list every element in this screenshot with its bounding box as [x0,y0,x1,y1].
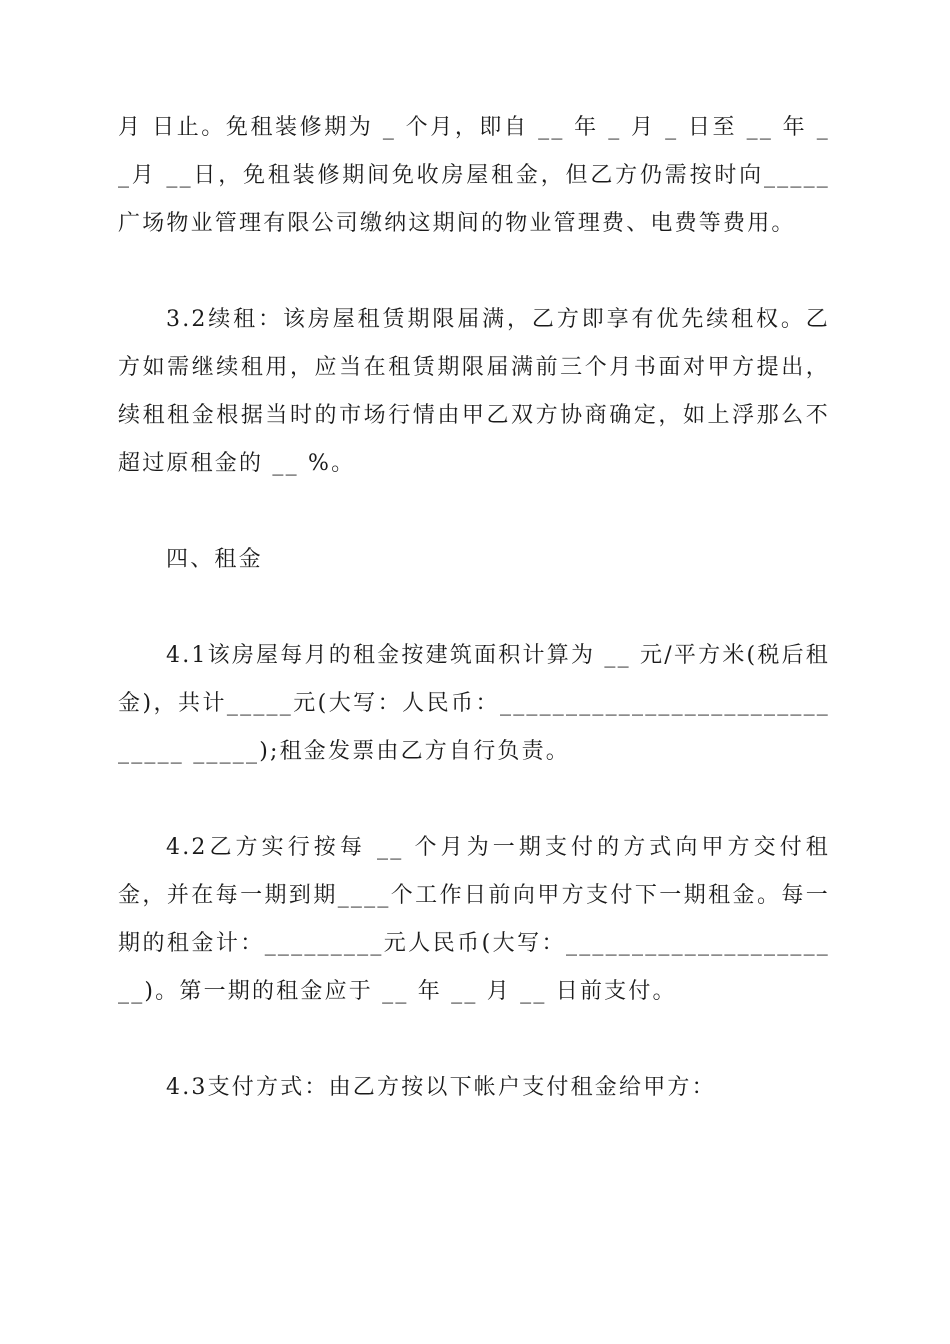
paragraph-spacer [118,584,830,632]
paragraph-spacer [118,1016,830,1064]
paragraph-spacer [118,248,830,296]
paragraph-rent-free-period: 月 日止。免租装修期为 _ 个月，即自 __ 年 _ 月 _ 日至 __ 年 __月 __日，免租装修期间免收房屋租金，但乙方仍需按时向_____广场物业管理有限公司缴纳这期间的物业管理费、电费等费用。 [118,115,830,236]
paragraph-spacer [118,776,830,824]
document-page [118,104,830,1112]
section-heading-rent: 四、租金 [166,547,263,572]
paragraph-payment-method: 4.3支付方式：由乙方按以下帐户支付租金给甲方： [166,1075,716,1100]
paragraph-spacer [118,488,830,536]
paragraph-payment-schedule: 4.2乙方实行按每 __ 个月为一期支付的方式向甲方交付租金，并在每一期到期____个工作日前向甲方支付下一期租金。每一期的租金计：_________元人民币(大写：______________________)。第一期的租金应于 __ 年 __ 月 __ 日前支付。 [118,835,830,1004]
paragraph-monthly-rent: 4.1该房屋每月的租金按建筑面积计算为 __ 元/平方米(税后租金)，共计_____元(大写：人民币：______________________________ _____);租金发票由乙方自行负责。 [118,643,830,764]
paragraph-lease-renewal: 3.2续租：该房屋租赁期限届满，乙方即享有优先续租权。乙方如需继续租用，应当在租赁期限届满前三个月书面对甲方提出，续租租金根据当时的市场行情由甲乙双方协商确定，如上浮那么不超过原租金的 __ %。 [118,307,830,476]
